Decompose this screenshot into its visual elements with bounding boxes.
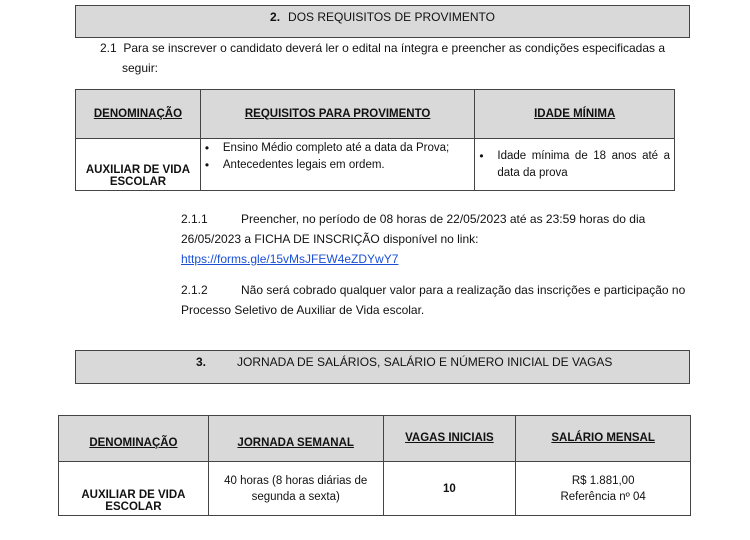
table1-header-idade: IDADE MÍNIMA — [475, 90, 675, 139]
form-link[interactable]: https://forms.gle/15vMsJFEW4eZDYwY7 — [181, 252, 399, 266]
table2-cell-salario — [516, 462, 691, 516]
item-2-1-2 — [181, 280, 701, 320]
table2-header-jornada: JORNADA SEMANAL — [208, 416, 383, 462]
intro-text-line2: seguir: — [122, 61, 159, 75]
requisito-item: • Ensino Médio completo até a data da Prova; — [223, 140, 474, 157]
section-2-number: 2. — [270, 10, 281, 24]
table1-cell-idade — [475, 139, 675, 191]
item-2-1-1-number: 2.1.1 — [181, 212, 208, 226]
item-2-1-1-line2: 26/05/2023 a FICHA DE INSCRIÇÃO disponível no link: — [181, 232, 479, 246]
section-2-header — [75, 5, 690, 38]
table2-cell-vagas: 10 — [383, 462, 516, 516]
table1-cell-denominacao: AUXILIAR DE VIDA ESCOLAR — [76, 139, 201, 191]
table2-cell-jornada: 40 horas (8 horas diárias de segunda a sexta) — [208, 462, 383, 516]
item-2-1-2-line1: Não será cobrado qualquer valor para a realização das inscrições e participação no — [241, 283, 686, 297]
idade-item: • Idade mínima de 18 anos até a data da prova — [497, 148, 670, 182]
table1-header-denominacao: DENOMINAÇÃO — [76, 90, 201, 139]
item-2-1-2-line2: Processo Seletivo de Auxiliar de Vida escolar. — [181, 303, 425, 317]
table1-header-requisitos: REQUISITOS PARA PROVIMENTO — [200, 90, 474, 139]
section-2-title: DOS REQUISITOS DE PROVIMENTO — [288, 10, 495, 24]
table1-cell-requisitos — [200, 139, 474, 191]
salario-referencia: Referência nº 04 — [560, 490, 646, 503]
table2-header-denominacao: DENOMINAÇÃO — [59, 416, 209, 462]
section-3-number: 3. — [196, 355, 207, 369]
section-3-header — [75, 350, 690, 384]
requirements-table — [75, 89, 675, 191]
item-2-1-1-line1: Preencher, no período de 08 horas de 22/05/2023 até as 23:59 horas do dia — [241, 212, 646, 226]
intro-number: 2.1 — [100, 41, 117, 55]
section-3-title: JORNADA DE SALÁRIOS, SALÁRIO E NÚMERO INICIAL DE VAGAS — [237, 355, 613, 369]
requisito-item: • Antecedentes legais em ordem. — [223, 157, 474, 174]
salary-table — [58, 415, 691, 516]
table2-header-vagas: VAGAS INICIAIS — [383, 416, 516, 462]
salario-value: R$ 1.881,00 — [571, 474, 635, 487]
intro-text-line1: Para se inscrever o candidato deverá ler o edital na íntegra e preencher as condições especificadas a — [123, 41, 666, 55]
item-2-1-2-number: 2.1.2 — [181, 283, 208, 297]
table2-cell-denominacao: AUXILIAR DE VIDA ESCOLAR — [59, 462, 209, 516]
table2-header-salario: SALÁRIO MENSAL — [516, 416, 691, 462]
item-2-1-1 — [181, 209, 701, 269]
intro-paragraph — [100, 38, 700, 58]
